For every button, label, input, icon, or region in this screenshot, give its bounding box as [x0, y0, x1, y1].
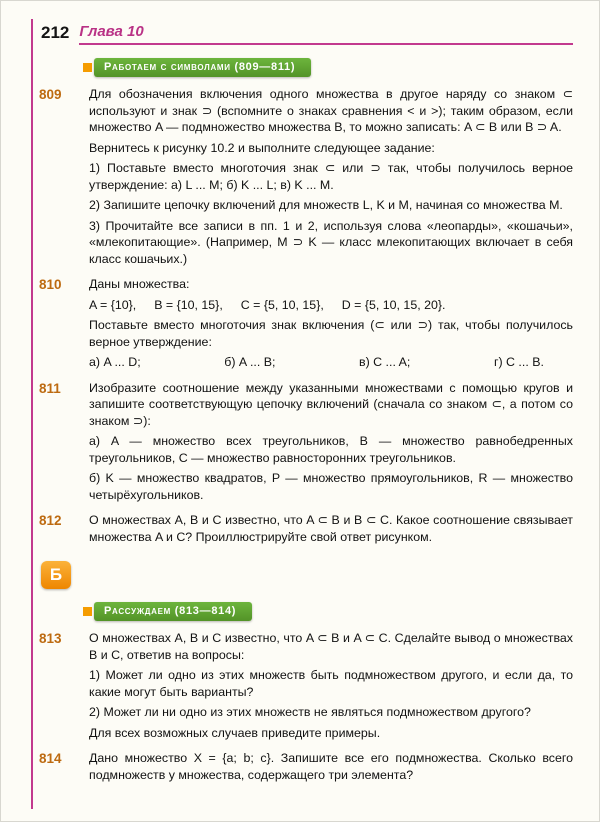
paragraph: О множествах A, B и C известно, что A ⊂ B и B ⊂ C. Какое соотношение связывает множества A и C? Проиллюстрируйте свой ответ рисунком. [89, 513, 573, 544]
exercise-812 [39, 512, 573, 545]
section-banner-row-reasoning [83, 602, 573, 621]
exercise-813 [39, 630, 573, 741]
paragraph: 1) Поставьте вместо многоточия знак ⊂ или ⊃ так, чтобы получилось верное утверждение: а) L ... M; б) K ... L; в) K ... M. [89, 161, 573, 192]
paragraph: Для обозначения включения одного множества в другое наряду со знаком ⊂ используют и знак ⊃ (вспомните о знаках сравнения < и >); таким образом, если множество A — подмножество множества B, то можно записать: A ⊂ B или B ⊃ A. [89, 87, 573, 134]
orange-square-icon [83, 63, 92, 72]
exercise-811 [39, 380, 573, 504]
paragraph: Поставьте вместо многоточия знак включения (⊂ или ⊃) так, чтобы получилось верное утверждение: [89, 318, 573, 349]
orange-square-icon [83, 607, 92, 616]
exercise-body [89, 630, 573, 741]
option-item: а) A ... D; [89, 355, 141, 369]
exercise-body [89, 86, 573, 267]
chapter-title: Глава 10 [79, 23, 144, 40]
exercise-number: 811 [39, 380, 61, 396]
paragraph: Дано множество X = {a; b; c}. Запишите все его подмножества. Сколько всего подмножеств у множества, содержащего три элемента? [89, 751, 573, 782]
set-definition: A = {10}, [89, 297, 137, 312]
page-left-border [31, 19, 33, 809]
header-underline [79, 23, 573, 45]
page-content [1, 58, 599, 783]
exercise-body [89, 512, 573, 545]
set-definition: C = {5, 10, 15}, [240, 297, 324, 312]
option-item: б) A ... B; [224, 355, 276, 369]
section-banner-symbols: Работаем с символами (809—811) [94, 58, 311, 77]
page-number: 212 [41, 23, 70, 42]
exercise-number: 812 [39, 513, 62, 528]
paragraph: а) A — множество всех треугольников, B — множество равнобедренных треугольников, C — множество равносторонних треугольников. [89, 434, 573, 465]
exercise-body [89, 276, 573, 371]
section-banner-reasoning: Рассуждаем (813—814) [94, 602, 252, 621]
paragraph: Даны множества: [89, 277, 190, 291]
option-item: г) C ... B. [493, 355, 544, 369]
exercise-number: 809 [39, 87, 62, 102]
paragraph: 2) Запишите цепочку включений для множеств L, K и M, начиная со множества M. [89, 198, 563, 212]
paragraph: б) K — множество квадратов, P — множество прямоугольников, R — множество четырёхугольников. [89, 471, 573, 502]
exercise-809 [39, 86, 573, 267]
option-item: в) C ... A; [359, 355, 411, 369]
set-definition: B = {10, 15}, [154, 297, 223, 312]
exercise-number: 810 [39, 277, 62, 292]
answer-options-row [89, 354, 544, 371]
level-badge: Б [41, 561, 71, 589]
paragraph: 1) Может ли одно из этих множеств быть подмножеством другого, и если да, то какие могут быть варианты? [89, 668, 573, 699]
section-banner-row-symbols [83, 58, 573, 77]
page-header [1, 1, 599, 45]
exercise-number: 814 [39, 751, 62, 766]
paragraph: 3) Прочитайте все записи в пп. 1 и 2, используя слова «леопарды», «кошачьи», «млекопитающие». (Например, M ⊃ K — класс млекопитающих включает в себя класс кошачьих.) [89, 218, 573, 266]
exercise-810 [39, 276, 573, 371]
paragraph: О множествах A, B и C известно, что A ⊂ B и A ⊂ C. Сделайте вывод о множествах B и C, ответив на вопросы: [89, 631, 573, 662]
exercise-number: 813 [39, 631, 62, 646]
paragraph: Для всех возможных случаев приведите примеры. [89, 725, 381, 740]
set-definition: D = {5, 10, 15, 20}. [341, 297, 446, 312]
paragraph: Изобразите соотношение между указанными множествами с помощью кругов и запишите соответствующую цепочку включений (сначала со знаком ⊂, а потом со знаком ⊃): [89, 380, 573, 428]
paragraph: Вернитесь к рисунку 10.2 и выполните следующее задание: [89, 140, 435, 155]
exercise-body [89, 380, 573, 504]
set-definitions [89, 297, 573, 314]
exercise-body [89, 750, 573, 783]
exercise-814 [39, 750, 573, 783]
paragraph: 2) Может ли ни одно из этих множеств не являться подмножеством другого? [89, 705, 531, 719]
